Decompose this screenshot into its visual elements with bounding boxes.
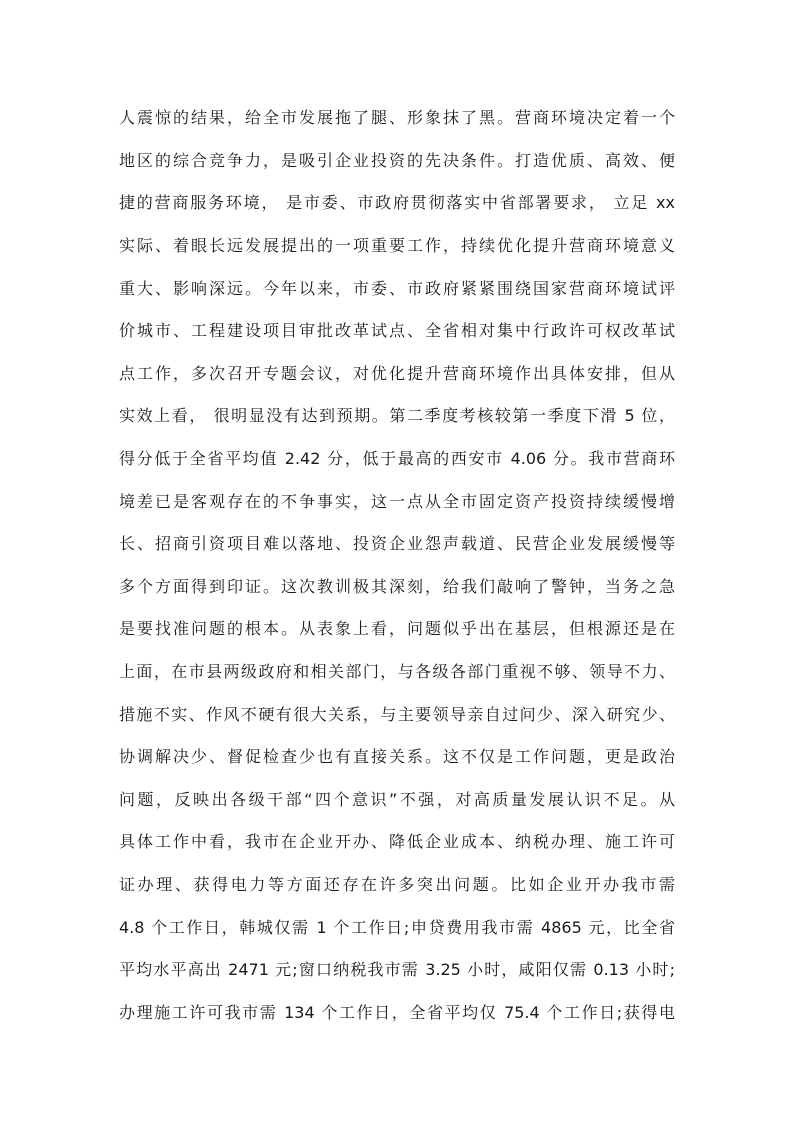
paragraph-line: 地区的综合竞争力，是吸引企业投资的先决条件。打造优质、高效、便 [119, 151, 675, 170]
paragraph-line: 是要找准问题的根本。从表象上看，问题似乎出在基层，但根源还是在 [119, 619, 675, 638]
paragraph-line: 点工作，多次召开专题会议，对优化提升营商环境作出具体安排，但从 [119, 364, 675, 383]
paragraph-line: 问题，反映出各级干部“四个意识”不强，对高质量发展认识不足。从 [119, 790, 675, 809]
paragraph-line: 价城市、工程建设项目审批改革试点、全省相对集中行政许可权改革试 [119, 321, 675, 340]
paragraph-line: 多个方面得到印证。这次教训极其深刻，给我们敲响了警钟，当务之急 [119, 577, 675, 596]
paragraph-line: 境差已是客观存在的不争事实，这一点从全市固定资产投资持续缓慢增 [119, 492, 675, 511]
paragraph-line: 实际、着眼长远发展提出的一项重要工作，持续优化提升营商环境意义 [119, 236, 675, 255]
paragraph-line: 协调解决少、督促检查少也有直接关系。这不仅是工作问题，更是政治 [119, 747, 675, 766]
paragraph-line: 上面，在市县两级政府和相关部门，与各级各部门重视不够、领导不力、 [119, 662, 675, 681]
paragraph-line: 长、招商引资项目难以落地、投资企业怨声载道、民营企业发展缓慢等 [119, 534, 675, 553]
paragraph-line: 重大、影响深远。今年以来，市委、市政府紧紧围绕国家营商环境试评 [119, 279, 675, 298]
paragraph-line: 人震惊的结果，给全市发展拖了腿、形象抹了黑。营商环境决定着一个 [119, 108, 675, 127]
paragraph-line: 平均水平高出 2471 元;窗口纳税我市需 3.25 小时，咸阳仅需 0.13 小时; [119, 960, 675, 979]
paragraph-line: 措施不实、作风不硬有很大关系，与主要领导亲自过问少、深入研究少、 [119, 705, 675, 724]
paragraph-line: 捷的营商服务环境， 是市委、市政府贯彻落实中省部署要求， 立足 xx [119, 193, 675, 212]
paragraph-line: 具体工作中看，我市在企业开办、降低企业成本、纳税办理、施工许可 [119, 832, 675, 851]
paragraph-line: 得分低于全省平均值 2.42 分，低于最高的西安市 4.06 分。我市营商环 [119, 449, 675, 468]
paragraph-line: 4.8 个工作日，韩城仅需 1 个工作日;申贷费用我市需 4865 元，比全省 [119, 918, 675, 937]
paragraph-line: 证办理、获得电力等方面还存在许多突出问题。比如企业开办我市需 [119, 875, 675, 894]
paragraph-line: 办理施工许可我市需 134 个工作日，全省平均仅 75.4 个工作日;获得电 [119, 1003, 675, 1022]
paragraph-line: 实效上看， 很明显没有达到预期。第二季度考核较第一季度下滑 5 位， [119, 406, 675, 425]
